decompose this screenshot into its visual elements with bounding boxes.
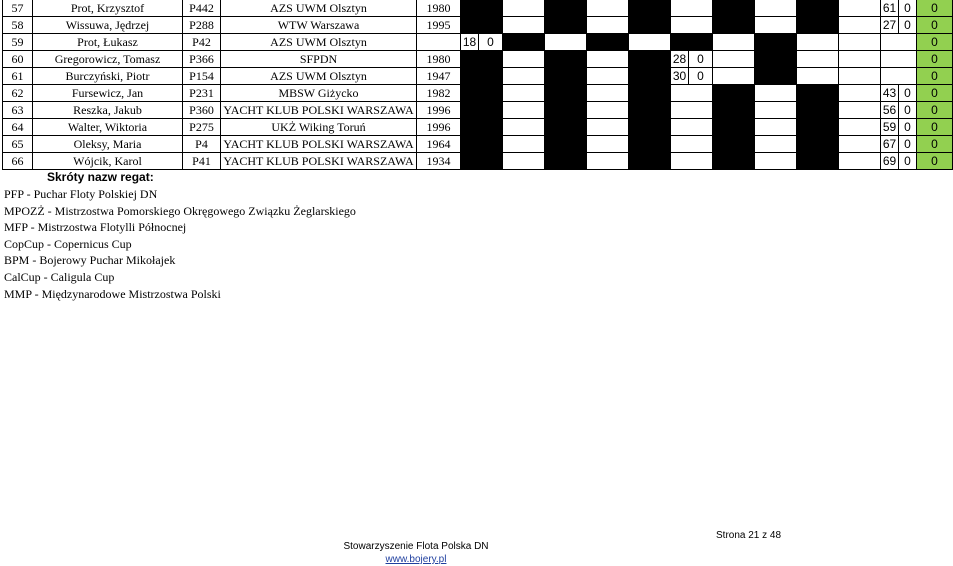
regatta-points: 0 [899, 136, 917, 153]
club-name: AZS UWM Olsztyn [221, 34, 417, 51]
empty-cell [755, 136, 797, 153]
footer-organization: Stowarzyszenie Flota Polska DN [343, 541, 489, 552]
blocked-cell [713, 0, 755, 17]
abbreviation-item: CalCup - Caligula Cup [4, 269, 115, 284]
page-number: Strona 21 z 48 [716, 530, 782, 541]
row-number: 63 [3, 102, 33, 119]
empty-cell [755, 119, 797, 136]
empty-cell [503, 136, 545, 153]
birth-year: 1996 [417, 119, 461, 136]
empty-cell [671, 17, 713, 34]
abbreviation-item: MFP - Mistrzostwa Flotylli Północnej [4, 220, 187, 235]
empty-cell [839, 51, 881, 68]
empty-cell [881, 51, 917, 68]
blocked-cell [755, 34, 797, 51]
blocked-cell [797, 102, 839, 119]
regatta-place: 61 [881, 0, 899, 17]
empty-cell [839, 68, 881, 85]
empty-cell [587, 153, 629, 170]
empty-cell [587, 85, 629, 102]
page-footer [0, 540, 832, 566]
club-name: MBSW Giżycko [221, 85, 417, 102]
blocked-cell [503, 34, 545, 51]
birth-year [417, 34, 461, 51]
sail-number: P4 [183, 136, 221, 153]
empty-cell [671, 85, 713, 102]
row-number: 61 [3, 68, 33, 85]
regatta-points: 0 [899, 119, 917, 136]
empty-cell [503, 85, 545, 102]
blocked-cell [461, 136, 503, 153]
total-points: 0 [917, 153, 953, 170]
empty-cell [671, 119, 713, 136]
birth-year: 1964 [417, 136, 461, 153]
blocked-cell [629, 68, 671, 85]
blocked-cell [461, 17, 503, 34]
abbreviation-item: PFP - Puchar Floty Polskiej DN [4, 187, 158, 201]
empty-cell [797, 34, 839, 51]
empty-cell [713, 34, 755, 51]
regatta-points: 0 [899, 85, 917, 102]
regatta-place: 27 [881, 17, 899, 34]
abbreviation-item: CopCup - Copernicus Cup [4, 236, 132, 251]
blocked-cell [629, 153, 671, 170]
row-number: 62 [3, 85, 33, 102]
regatta-place: 69 [881, 153, 899, 170]
table-row [3, 68, 953, 85]
footer-website-link[interactable]: www.bojery.pl [385, 554, 447, 565]
empty-cell [503, 119, 545, 136]
club-name: YACHT KLUB POLSKI WARSZAWA [221, 102, 417, 119]
empty-cell [881, 68, 917, 85]
competitor-name: Burczyński, Piotr [33, 68, 183, 85]
blocked-cell [461, 51, 503, 68]
blocked-cell [713, 136, 755, 153]
empty-cell [755, 102, 797, 119]
birth-year: 1980 [417, 0, 461, 17]
row-number: 64 [3, 119, 33, 136]
sail-number: P275 [183, 119, 221, 136]
empty-cell [587, 0, 629, 17]
total-points: 0 [917, 68, 953, 85]
sail-number: P288 [183, 17, 221, 34]
blocked-cell [755, 51, 797, 68]
regatta-place: 30 [671, 68, 689, 85]
blocked-cell [461, 85, 503, 102]
competitor-name: Reszka, Jakub [33, 102, 183, 119]
empty-cell [755, 153, 797, 170]
regatta-place: 59 [881, 119, 899, 136]
competitor-name: Wissuwa, Jędrzej [33, 17, 183, 34]
empty-cell [545, 34, 587, 51]
empty-cell [881, 34, 917, 51]
club-name: SFPDN [221, 51, 417, 68]
empty-cell [503, 102, 545, 119]
empty-cell [587, 102, 629, 119]
row-number: 57 [3, 0, 33, 17]
blocked-cell [461, 68, 503, 85]
table-row [3, 102, 953, 119]
blocked-cell [545, 68, 587, 85]
row-number: 66 [3, 153, 33, 170]
regatta-points: 0 [479, 34, 503, 51]
empty-cell [587, 17, 629, 34]
empty-cell [671, 0, 713, 17]
results-table [2, 0, 953, 170]
row-number: 60 [3, 51, 33, 68]
empty-cell [839, 119, 881, 136]
birth-year: 1995 [417, 17, 461, 34]
sail-number: P360 [183, 102, 221, 119]
empty-cell [503, 68, 545, 85]
total-points: 0 [917, 51, 953, 68]
competitor-name: Wójcik, Karol [33, 153, 183, 170]
regatta-place: 18 [461, 34, 479, 51]
club-name: AZS UWM Olsztyn [221, 68, 417, 85]
blocked-cell [629, 136, 671, 153]
empty-cell [503, 17, 545, 34]
empty-cell [587, 136, 629, 153]
table-row [3, 153, 953, 170]
empty-cell [839, 0, 881, 17]
empty-cell [755, 85, 797, 102]
table-row [3, 34, 953, 51]
blocked-cell [797, 0, 839, 17]
sail-number: P154 [183, 68, 221, 85]
competitor-name: Walter, Wiktoria [33, 119, 183, 136]
blocked-cell [713, 102, 755, 119]
regatta-points: 0 [899, 102, 917, 119]
blocked-cell [671, 34, 713, 51]
birth-year: 1947 [417, 68, 461, 85]
blocked-cell [545, 153, 587, 170]
empty-cell [503, 153, 545, 170]
table-row [3, 51, 953, 68]
blocked-cell [629, 119, 671, 136]
blocked-cell [713, 153, 755, 170]
empty-cell [839, 136, 881, 153]
blocked-cell [629, 51, 671, 68]
club-name: YACHT KLUB POLSKI WARSZAWA [221, 153, 417, 170]
blocked-cell [713, 119, 755, 136]
total-points: 0 [917, 34, 953, 51]
empty-cell [797, 51, 839, 68]
empty-cell [713, 68, 755, 85]
blocked-cell [713, 17, 755, 34]
blocked-cell [461, 102, 503, 119]
total-points: 0 [917, 102, 953, 119]
regatta-place: 28 [671, 51, 689, 68]
club-name: YACHT KLUB POLSKI WARSZAWA [221, 136, 417, 153]
competitor-name: Prot, Łukasz [33, 34, 183, 51]
regatta-points: 0 [689, 68, 713, 85]
abbreviations-list [4, 186, 356, 302]
regatta-place: 43 [881, 85, 899, 102]
sail-number: P442 [183, 0, 221, 17]
abbreviation-item: BPM - Bojerowy Puchar Mikołajek [4, 253, 176, 268]
empty-cell [755, 17, 797, 34]
blocked-cell [797, 17, 839, 34]
blocked-cell [797, 153, 839, 170]
blocked-cell [545, 136, 587, 153]
empty-cell [755, 0, 797, 17]
table-row [3, 136, 953, 153]
competitor-name: Fursewicz, Jan [33, 85, 183, 102]
blocked-cell [545, 0, 587, 17]
total-points: 0 [917, 0, 953, 17]
competitor-name: Gregorowicz, Tomasz [33, 51, 183, 68]
empty-cell [587, 68, 629, 85]
regatta-points: 0 [689, 51, 713, 68]
blocked-cell [461, 119, 503, 136]
blocked-cell [545, 51, 587, 68]
blocked-cell [461, 0, 503, 17]
empty-cell [587, 51, 629, 68]
abbreviation-item: MPOZŻ - Mistrzostwa Pomorskiego Okręgowego Związku Żeglarskiego [4, 203, 356, 218]
blocked-cell [713, 85, 755, 102]
blocked-cell [797, 85, 839, 102]
empty-cell [629, 34, 671, 51]
blocked-cell [545, 17, 587, 34]
empty-cell [713, 51, 755, 68]
empty-cell [671, 153, 713, 170]
club-name: WTW Warszawa [221, 17, 417, 34]
birth-year: 1980 [417, 51, 461, 68]
empty-cell [671, 102, 713, 119]
blocked-cell [629, 85, 671, 102]
abbreviations-title: Skróty nazw regat: [47, 170, 154, 184]
blocked-cell [755, 68, 797, 85]
table-row [3, 85, 953, 102]
blocked-cell [545, 119, 587, 136]
club-name: UKŻ Wiking Toruń [221, 119, 417, 136]
blocked-cell [629, 17, 671, 34]
total-points: 0 [917, 17, 953, 34]
empty-cell [839, 17, 881, 34]
table-row [3, 119, 953, 136]
blocked-cell [629, 0, 671, 17]
empty-cell [839, 34, 881, 51]
empty-cell [587, 119, 629, 136]
total-points: 0 [917, 119, 953, 136]
blocked-cell [545, 102, 587, 119]
sail-number: P42 [183, 34, 221, 51]
birth-year: 1996 [417, 102, 461, 119]
table-row [3, 17, 953, 34]
blocked-cell [797, 119, 839, 136]
regatta-points: 0 [899, 17, 917, 34]
regatta-points: 0 [899, 0, 917, 17]
regatta-points: 0 [899, 153, 917, 170]
sail-number: P366 [183, 51, 221, 68]
empty-cell [839, 102, 881, 119]
abbreviation-item: MMP - Międzynarodowe Mistrzostwa Polski [4, 286, 221, 301]
regatta-place: 67 [881, 136, 899, 153]
row-number: 59 [3, 34, 33, 51]
competitor-name: Prot, Krzysztof [33, 0, 183, 17]
empty-cell [839, 85, 881, 102]
blocked-cell [461, 153, 503, 170]
competitor-name: Oleksy, Maria [33, 136, 183, 153]
regatta-place: 56 [881, 102, 899, 119]
blocked-cell [587, 34, 629, 51]
sail-number: P231 [183, 85, 221, 102]
empty-cell [671, 136, 713, 153]
club-name: AZS UWM Olsztyn [221, 0, 417, 17]
empty-cell [797, 68, 839, 85]
blocked-cell [629, 102, 671, 119]
sail-number: P41 [183, 153, 221, 170]
empty-cell [503, 0, 545, 17]
birth-year: 1982 [417, 85, 461, 102]
empty-cell [503, 51, 545, 68]
blocked-cell [797, 136, 839, 153]
total-points: 0 [917, 136, 953, 153]
total-points: 0 [917, 85, 953, 102]
row-number: 65 [3, 136, 33, 153]
row-number: 58 [3, 17, 33, 34]
empty-cell [839, 153, 881, 170]
birth-year: 1934 [417, 153, 461, 170]
blocked-cell [545, 85, 587, 102]
table-row [3, 0, 953, 17]
